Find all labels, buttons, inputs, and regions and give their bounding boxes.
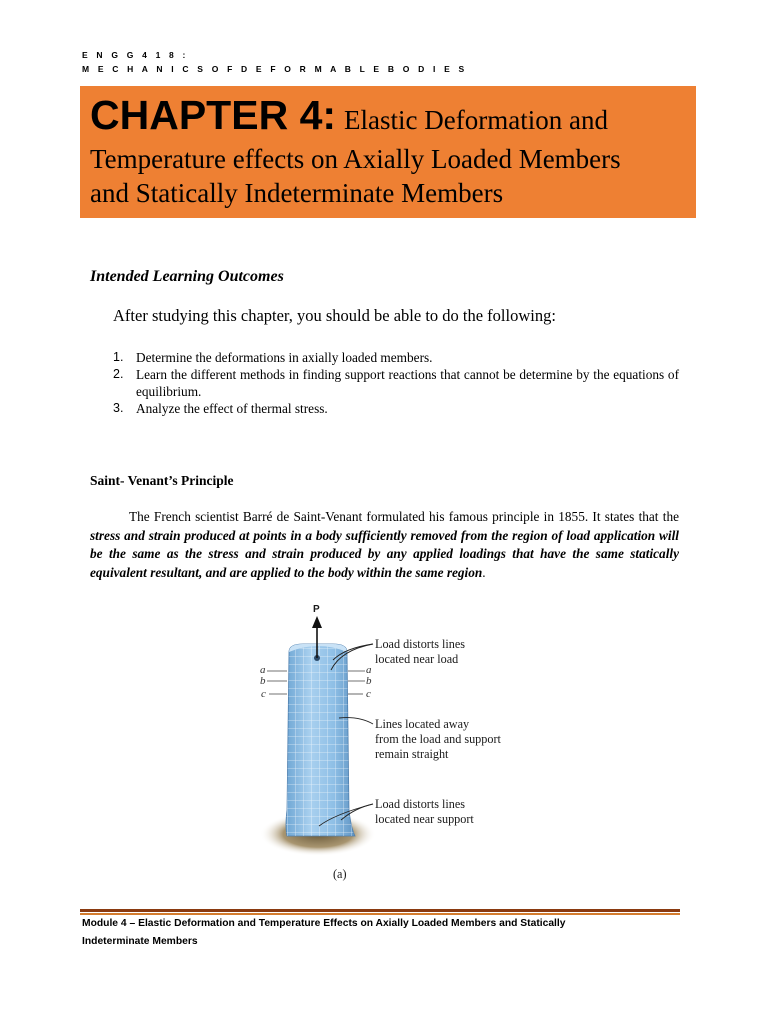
paragraph-start: The French scientist Barré de Saint-Venant formulated his famous principle in 1855. It states that the [129, 509, 679, 524]
outcome-item [113, 400, 679, 417]
line-b-label-right: b [366, 675, 372, 687]
callout2-line3: remain straight [375, 747, 449, 761]
load-label: P [313, 604, 320, 615]
load-arrow-head [312, 616, 322, 628]
outcome-item [113, 366, 679, 400]
footer-rule-dark [80, 909, 680, 912]
line-c-label-left: c [261, 688, 266, 700]
page-footer [82, 915, 682, 951]
course-name: M E C H A N I C S O F D E F O R M A B L E B O D I E S [82, 64, 468, 74]
course-header [82, 48, 467, 76]
saint-venant-figure [255, 600, 535, 890]
chapter-title-line2: Temperature effects on Axially Loaded Members [90, 144, 621, 174]
line-a-label-right: a [366, 664, 372, 676]
line-c-label-right: c [366, 688, 371, 700]
line-a-label-left: a [260, 664, 266, 676]
bar-grid [286, 644, 355, 836]
figure-caption: (a) [333, 867, 347, 881]
callout1-line1: Load distorts lines [375, 637, 466, 651]
callout1-line2: located near load [375, 652, 459, 666]
callout2-line2: from the load and support [375, 732, 501, 746]
outcome-number: 1. [113, 350, 124, 364]
outcome-item [113, 349, 679, 366]
chapter-title-line1: Elastic Deformation and [344, 105, 608, 135]
callout3-line2: located near support [375, 812, 474, 826]
outcomes-list [113, 349, 679, 417]
outcome-number: 2. [113, 367, 124, 381]
outcome-number: 3. [113, 401, 124, 415]
footer-line2: Indeterminate Members [82, 936, 198, 947]
principle-paragraph [90, 508, 679, 582]
learning-outcomes-intro: After studying this chapter, you should be able to do the following: [113, 306, 556, 325]
chapter-number: CHAPTER 4: [90, 92, 337, 138]
outcome-text: Analyze the effect of thermal stress. [136, 401, 328, 416]
chapter-title-line3: and Statically Indeterminate Members [90, 178, 504, 208]
callout3-line1: Load distorts lines [375, 797, 466, 811]
section-heading: Saint- Venant’s Principle [90, 473, 234, 488]
chapter-banner [80, 86, 696, 218]
learning-outcomes-heading: Intended Learning Outcomes [90, 268, 284, 285]
line-b-label-left: b [260, 675, 266, 687]
paragraph-emphasis: stress and strain produced at points in a body sufficiently removed from the region of load application will be the same as the stress and strain produced by any applied loadings that have the same statically equivalent resultant, and are applied to the body within the same region [90, 527, 679, 580]
footer-line1: Module 4 – Elastic Deformation and Temperature Effects on Axially Loaded Members and Statically [82, 918, 566, 929]
course-code: E N G G 4 1 8 : [82, 50, 189, 60]
paragraph-end: . [482, 564, 486, 580]
callout2-line1: Lines located away [375, 717, 470, 731]
outcome-text: Determine the deformations in axially loaded members. [136, 350, 433, 365]
outcome-text: Learn the different methods in finding support reactions that cannot be determine by the equations of equilibrium. [136, 367, 679, 399]
